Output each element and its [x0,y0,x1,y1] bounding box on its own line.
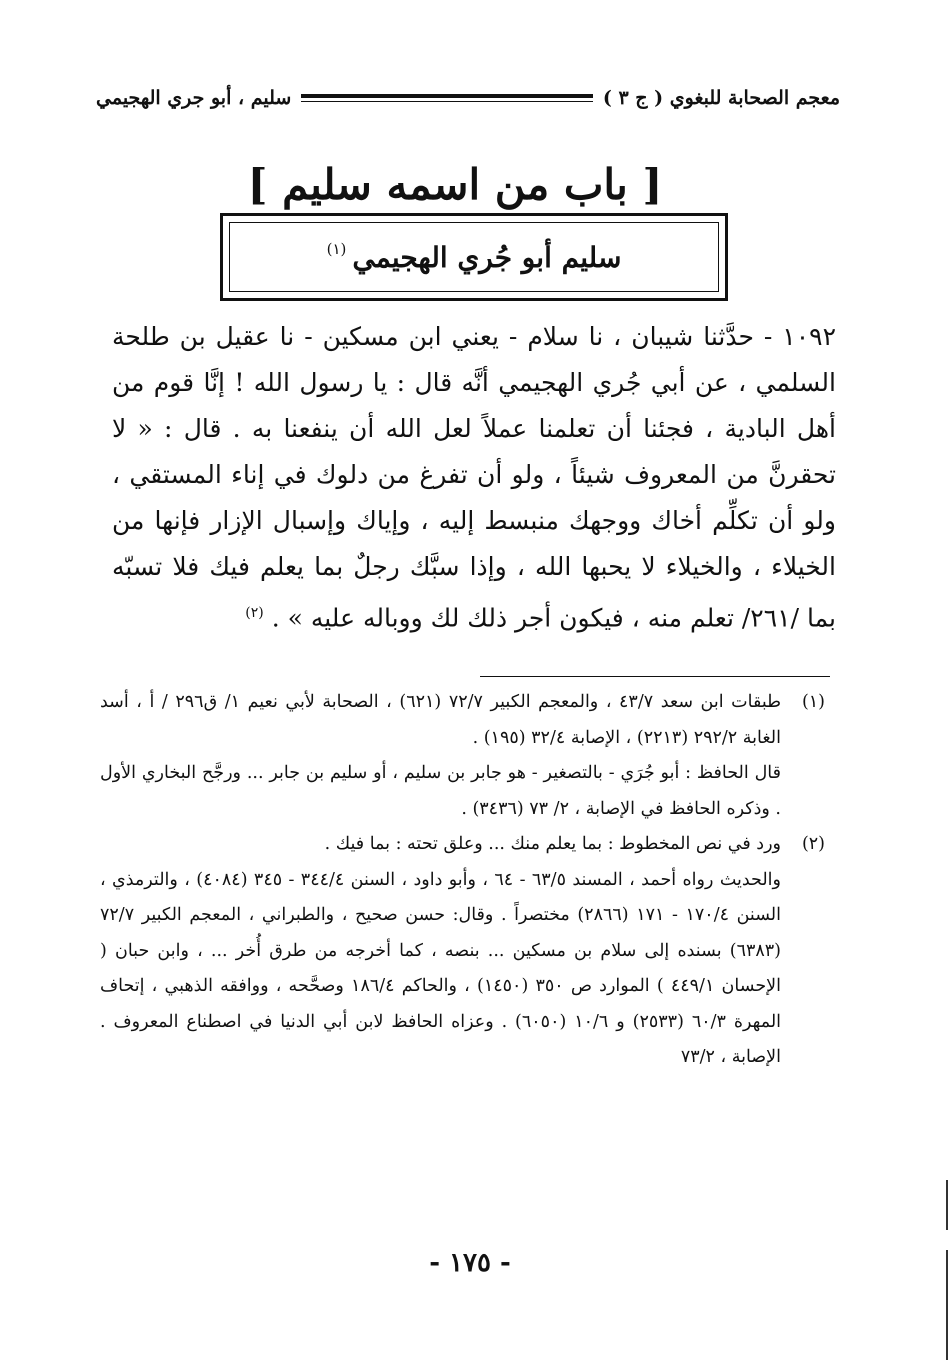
entry-name: سليم أبو جُري الهجيمي [352,240,622,274]
footnotes [100,685,825,1076]
page-number: - ١٧٥ - [429,1248,511,1278]
book-title: معجم الصحابة للبغوي ( ج ٣ ) [602,87,840,109]
section-title: سليم ، أبو جري الهجيمي [96,87,292,109]
footnote-separator [480,676,830,677]
hadith-text [112,314,836,641]
footnote-paragraph: قال الحافظ : أبو جُرَي - بالتصغير - هو جابر بن سليم ، أو سليم بن جابر ... ورجَّح البخاري الأول . وذكره الحافظ في الإصابة ، ٢/ ٧٣ (٣٤٣٦) . [100,763,781,819]
footnote-1 [100,685,825,827]
footnote-number: (٢) [801,834,825,854]
footnote-paragraph: والحديث رواه أحمد ، المسند ٦٣/٥ - ٦٤ ، وأبو داود ، السنن ٣٤٤/٤ - ٣٤٥ (٤٠٨٤) ، والترمذي ، السنن ١٧٠/٤ - ١٧١ (٢٨٦٦) مختصراً . وقال: حسن صحيح ، والطبراني ، المعجم الكبير ٧٢/٧ (٦٣٨٣) بسنده إلى سلام بن مسكين ... بنصه ، كما أخرجه من طرق أُخر ... ، وابن حبان ( الإحسان ٤٤٩/١ ) الموارد ص ٣٥٠ (١٤٥٠) ، والحاكم ١٨٦/٤ وصحَّحه ، ووافقه الذهبي ، إتحاف المهرة ٦٠/٣ (٢٥٣٣) و ١٠/٦ (٦٠٥٠) . وعزاه الحافظ لابن أبي الدنيا في اصطناع المعروف . الإصابة ، ٧٣/٢ [100,869,782,1067]
footnote-paragraph: طبقات ابن سعد ٤٣/٧ ، والمعجم الكبير ٧٢/٧ (٦٢١) ، الصحابة لأبي نعيم ١/ ق٢٩٦ / أ ، أسد الغابة ٢٩٢/٢ (٢٢١٣) ، الإصابة ٣٢/٤ (١٩٥) . [100,692,782,748]
header-rule [301,94,593,102]
scan-edge-mark [946,1180,948,1230]
hadith-footnote-ref: (٢) [245,605,264,621]
scan-edge-mark [946,1250,948,1360]
entry-name-box [220,213,728,301]
hadith-body: ١٠٩٢ - حدَّثنا شيبان ، نا سلام - يعني ابن مسكين - نا عقيل بن طلحة السلمي ، عن أبي جُري الهجيمي أنَّه قال : يا رسول الله ! إنَّا قوم من أهل البادية ، فجئنا أن تعلمنا عملاً لعل الله أن ينفعنا به . قال : « لا تحقرنَّ من المعروف شيئاً ، ولو أن تفرغ من دلوك في إناء المستقي ، ولو أن تكلِّم أخاك ووجهك منبسط إليه ، وإياك وإسبال الإزار فإنها من الخيلاء ، والخيلاء لا يحبها الله ، وإذا سبَّك رجلٌ بما يعلم فيك فلا تسبّه بما /٢٦١/ تعلم منه ، فيكون أجر ذلك لك ووباله عليه » . [112,322,836,633]
chapter-heading: [ باب من اسمه سليم ] [247,160,663,209]
entry-footnote-ref: (١) [326,240,347,258]
footnote-paragraph: ورد في نص المخطوط : بما يعلم منك ... وعلق تحته : بما فيك . [324,834,781,854]
footnote-number: (١) [801,692,825,712]
running-header [96,78,840,118]
footnote-2 [100,827,825,1076]
